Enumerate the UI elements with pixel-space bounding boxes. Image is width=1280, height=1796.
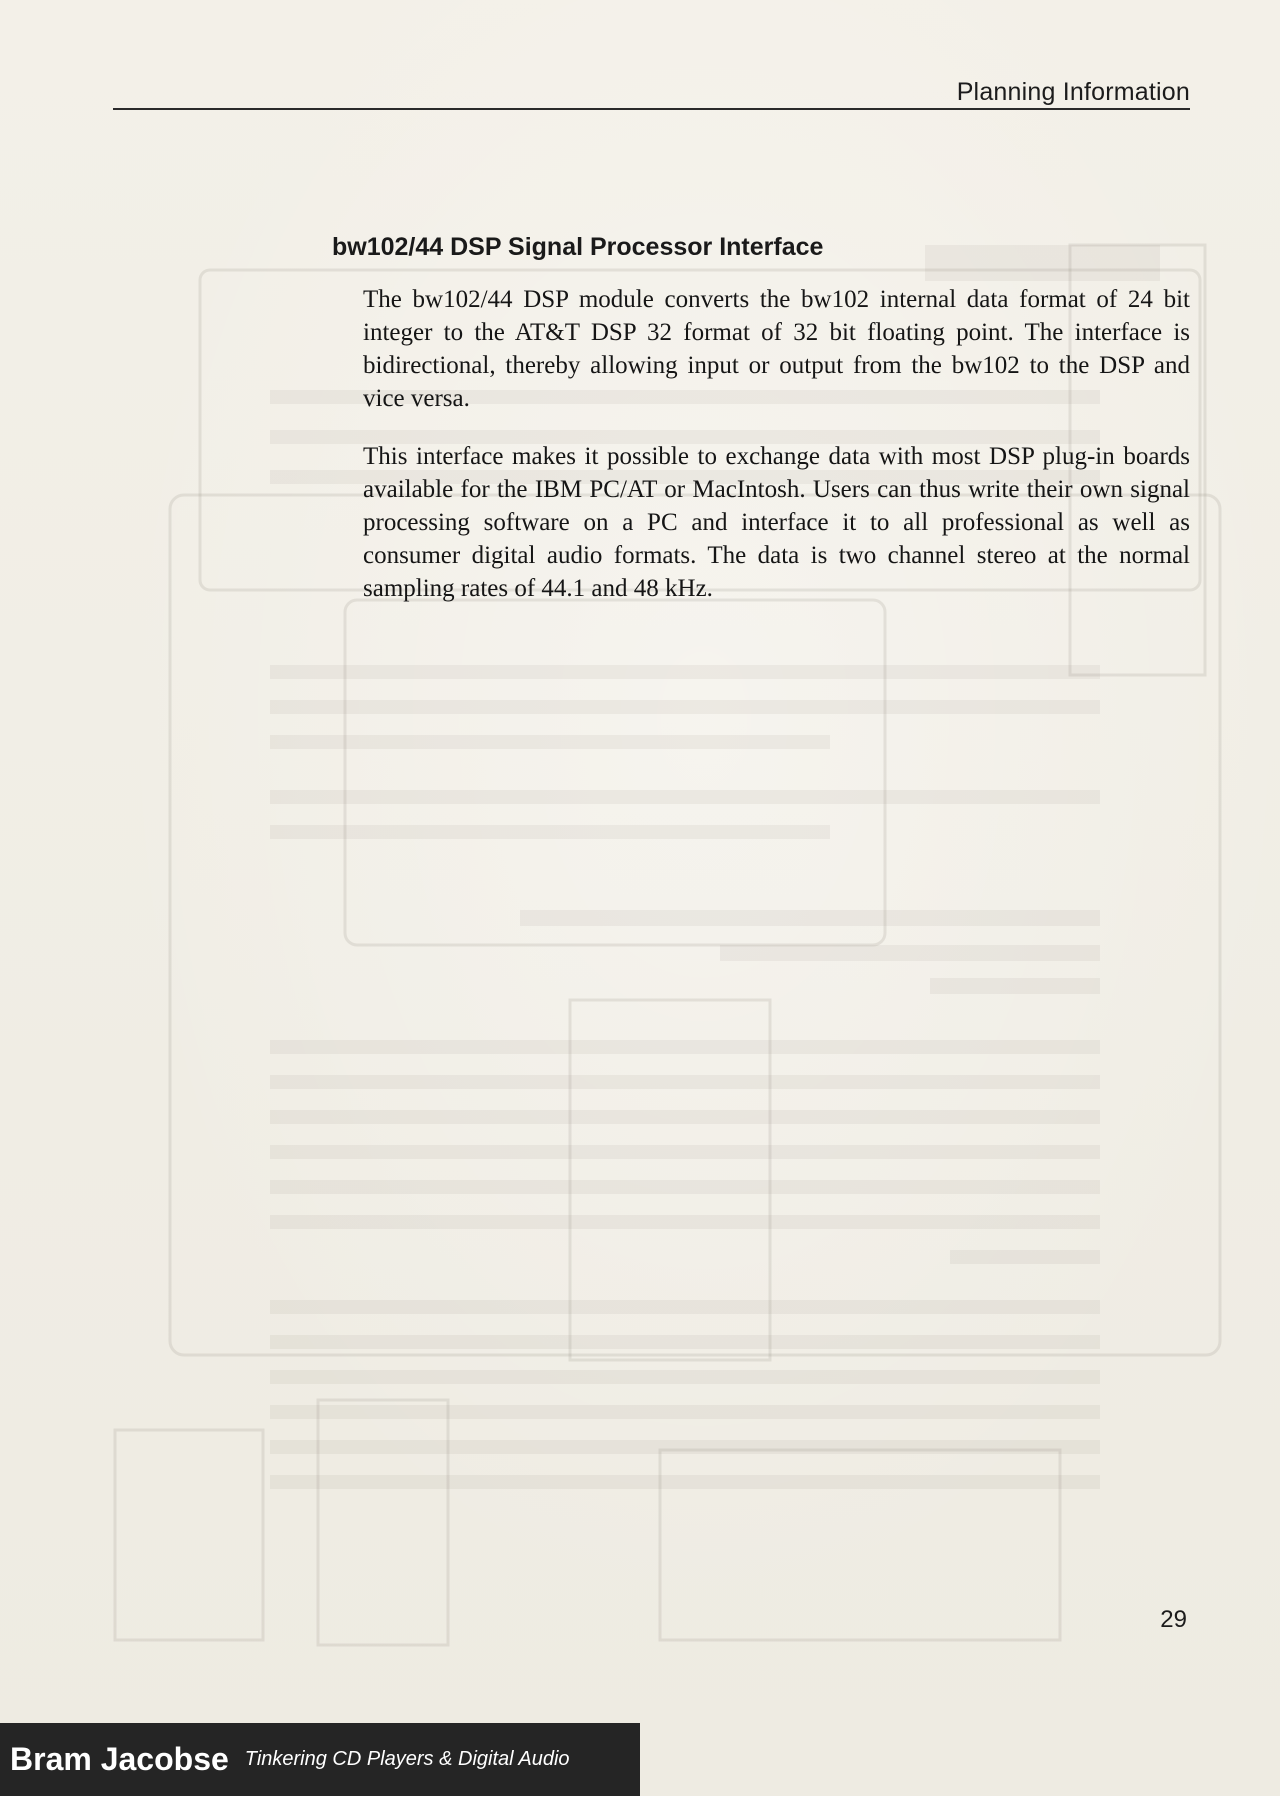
credit-name: Bram Jacobse (10, 1741, 229, 1777)
body-paragraph: The bw102/44 DSP module converts the bw102 internal data format of 24 bit integer to the AT&T DSP 32 format of 32 bit floating point. The interface is bidirectional, thereby allowing input or output from the bw102 to the DSP and vice versa. (363, 286, 1190, 412)
section-heading: bw102/44 DSP Signal Processor Interface (332, 233, 824, 261)
credit-tagline: Tinkering CD Players & Digital Audio (244, 1748, 570, 1770)
page-number: 29 (1160, 1606, 1187, 1633)
credit-banner (0, 1723, 640, 1796)
header-rule (113, 108, 1190, 110)
body-paragraph: This interface makes it possible to exchange data with most DSP plug-in boards available for the IBM PC/AT or MacIntosh. Users can thus write their own signal processing software on a PC and interface it to all professional as well as consumer digital audio formats. The data is two channel stereo at the normal sampling rates of 44.1 and 48 kHz. (363, 443, 1190, 602)
page-header-title: Planning Information (956, 78, 1190, 106)
